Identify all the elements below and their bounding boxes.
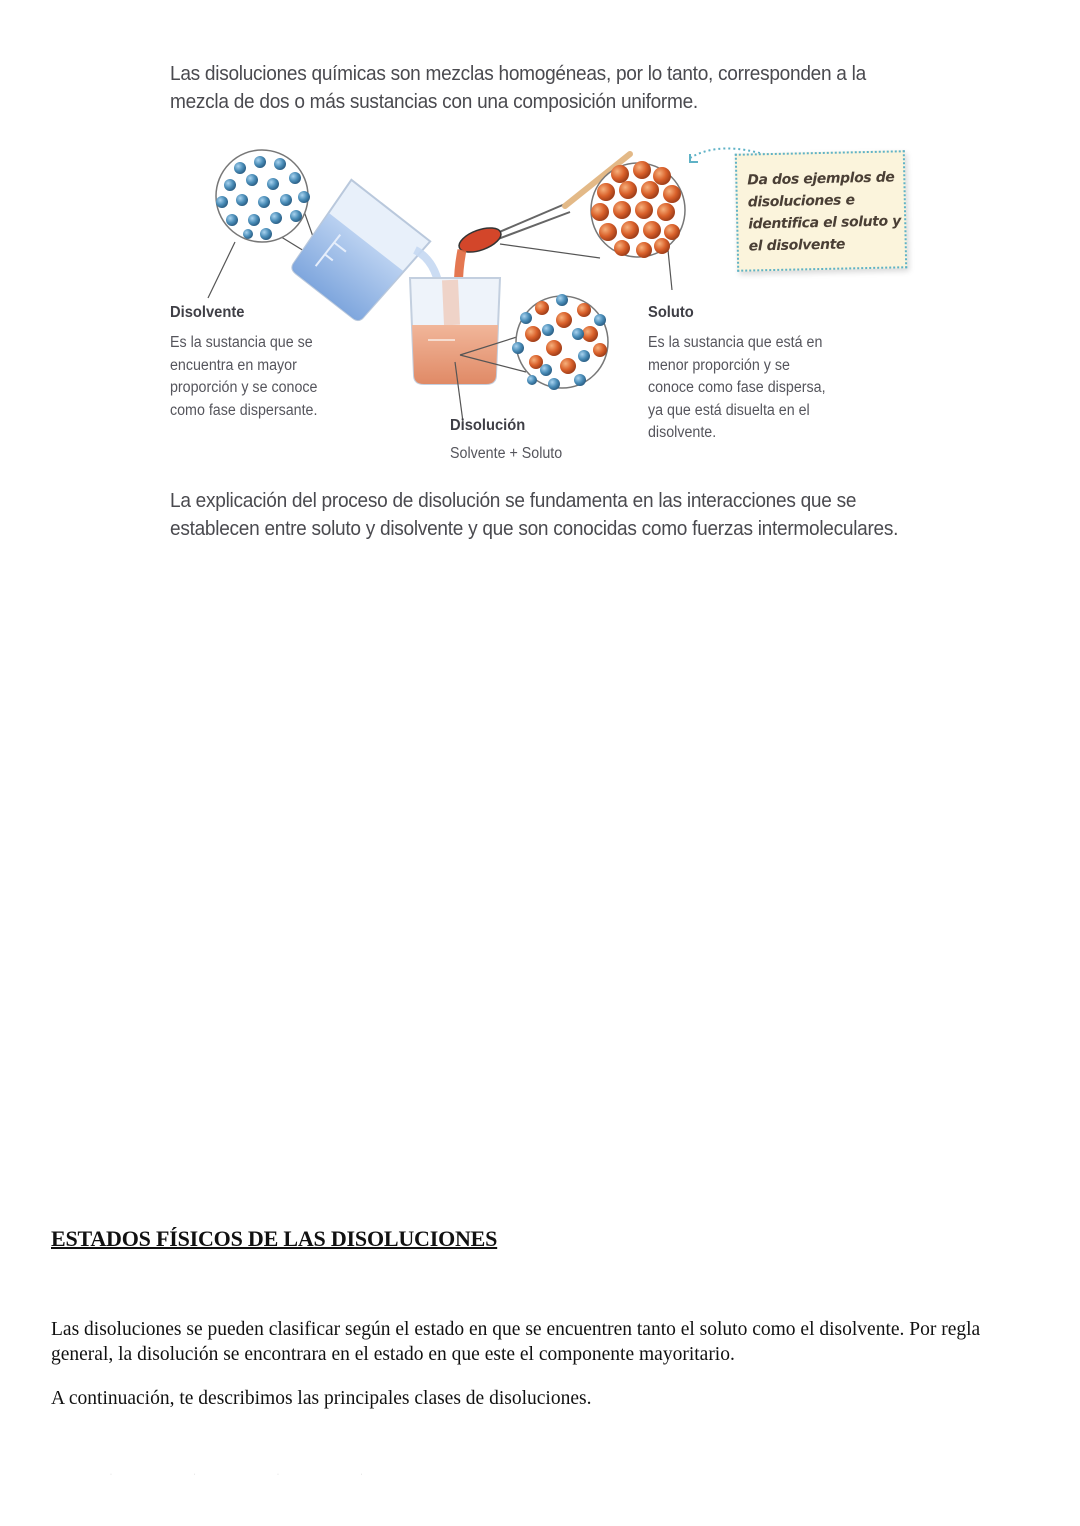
disolvente-title: Disolvente: [170, 304, 245, 321]
activity-note: [735, 150, 907, 272]
section-paragraph-2: A continuación, te describimos las principales clases de disoluciones.: [51, 1388, 592, 1409]
section-heading: ESTADOS FÍSICOS DE LAS DISOLUCIONES: [51, 1226, 498, 1251]
section-paragraph-1: Las disoluciones se pueden clasificar según el estado en que se encuentren tanto el soluto como el disolvente. Por regla general, la disolución se encontrara en el estado en que este el componente mayoritario.: [51, 1319, 981, 1365]
disolucion-subtitle: Solvente + Soluto: [450, 445, 563, 462]
intro-paragraph: Las disoluciones químicas son mezclas homogéneas, por lo tanto, corresponden a la mezcla de dos o más sustancias con una composición uniforme.: [170, 62, 866, 113]
soluto-title: Soluto: [648, 304, 694, 321]
solution-beaker-icon: [410, 278, 526, 422]
disolucion-title: Disolución: [450, 417, 526, 434]
outro-paragraph: La explicación del proceso de disolución se fundamenta en las interacciones que se establecen entre soluto y disolvente y que son conocidas como fuerzas intermoleculares.: [170, 489, 899, 540]
page-artifact: · · · ·: [110, 1472, 403, 1478]
solution-magnifier-icon: [512, 294, 608, 390]
disolvente-description: Es la sustancia que se encuentra en mayor proporción y se conoce como fase dispersante.: [170, 334, 318, 419]
activity-note-text: Da dos ejemplos de disoluciones e identifica el soluto y el disolvente: [747, 169, 902, 255]
soluto-description: Es la sustancia que está en menor proporción y se conoce como fase dispersa, ya que está disuelta en el disolvente.: [648, 334, 826, 441]
